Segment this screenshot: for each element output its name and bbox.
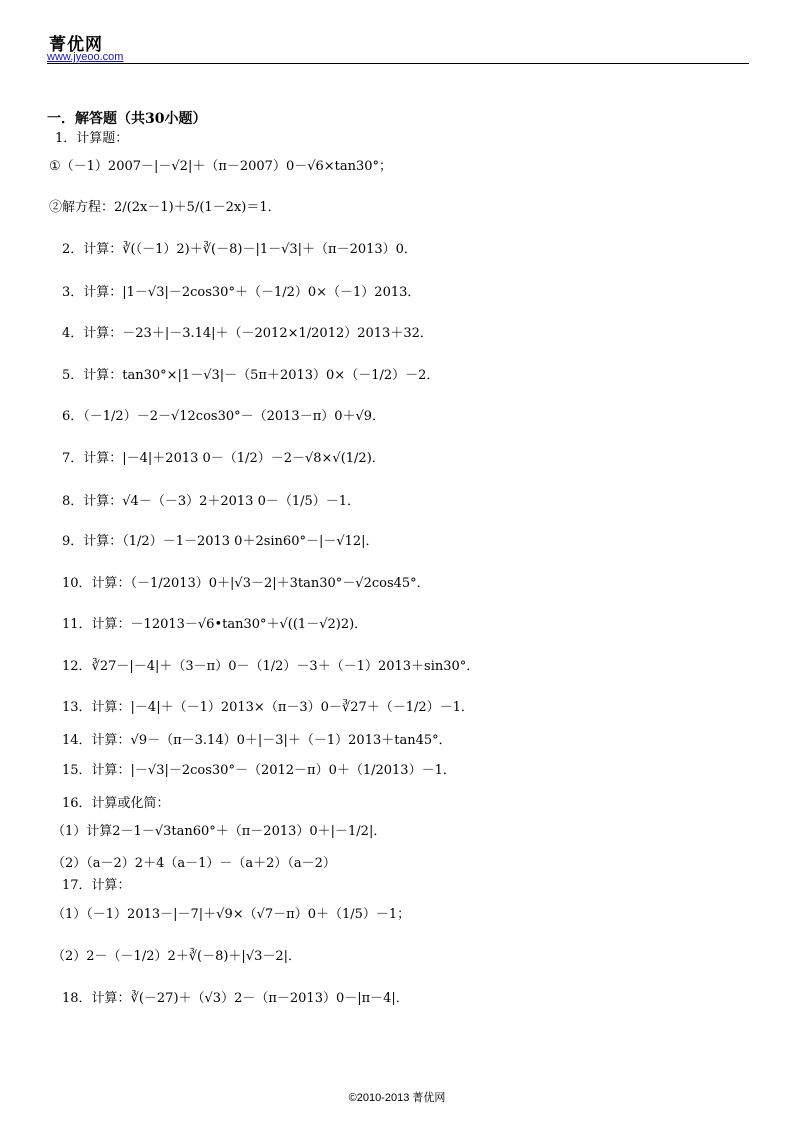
site-url-link[interactable]: www.jyeoo.com	[47, 51, 124, 63]
problem-10: 10．计算：（－1/2013）0＋|√3－2|＋3tan30°－√2cos45°．	[62, 576, 430, 591]
problem-16-part-1: （1）计算2－1－√3tan60°＋（π－2013）0＋|－1/2|．	[52, 824, 387, 839]
problem-16-label: 16．计算或化简：	[62, 796, 170, 811]
problem-13: 13．计算：|－4|＋（－1）2013×（π－3）0－∛27＋（－1/2）－1．	[62, 700, 474, 715]
problem-6: 6．（－1/2）－2－√12cos30°－（2013－π）0＋√9．	[62, 409, 386, 424]
problem-1-part-2: ②解方程：2/(2x－1)＋5/(1－2x)＝1．	[49, 200, 281, 215]
problem-16-part-2: （2）（a－2）2＋4（a－1）－（a＋2）（a－2）	[52, 856, 336, 871]
section-title: 一．解答题（共30小题）	[47, 111, 207, 127]
problem-15: 15．计算：|－√3|－2cos30°－（2012－π）0＋（1/2013）－1．	[62, 763, 456, 778]
problem-17-part-2: （2）2－（－1/2）2＋∛(－8)＋|√3－2|．	[52, 949, 302, 964]
page-footer: ©2010-2013 菁优网	[348, 1092, 446, 1104]
problem-14: 14．计算：√9－（π－3.14）0＋|－3|＋（－1）2013＋tan45°．	[62, 733, 452, 748]
site-logo-text: 菁优网	[49, 35, 103, 55]
problem-1-label: 1．计算题：	[55, 131, 129, 146]
problem-8: 8．计算：√4－（－3）2＋2013 0－（1/5）－1．	[62, 494, 361, 509]
problem-5: 5．计算：tan30°×|1－√3|－（5π＋2013）0×（－1/2）－2．	[62, 368, 440, 383]
problem-4: 4．计算：－23＋|－3.14|＋（－2012×1/2012）2013＋32．	[62, 326, 433, 341]
problem-17-part-1: （1）（－1）2013－|－7|＋√9×（√7－π）0＋（1/5）－1；	[52, 907, 411, 922]
problem-1-part-1: ①（－1）2007－|－√2|＋（π－2007）0－√6×tan30°；	[49, 159, 393, 174]
header-divider	[47, 63, 749, 64]
problem-7: 7．计算：|－4|＋2013 0－（1/2）－2－√8×√(1/2)．	[62, 451, 385, 466]
problem-18: 18．计算：∛(－27)＋（√3）2－（π－2013）0－|π－4|．	[62, 991, 409, 1006]
problem-2: 2．计算：∛(（－1）2)＋∛(－8)－|1－√3|＋（π－2013）0．	[62, 242, 417, 257]
problem-9: 9．计算：（1/2）－1－2013 0＋2sin60°－|－√12|．	[62, 534, 379, 549]
problem-3: 3．计算：|1－√3|－2cos30°＋（－1/2）0×（－1）2013．	[62, 285, 421, 300]
problem-11: 11．计算：－12013－√6•tan30°＋√((1－√2)2)．	[62, 617, 368, 632]
problem-17-label: 17．计算：	[62, 878, 131, 893]
problem-12: 12．∛27－|－4|＋（3－π）0－（1/2）－3＋（－1）2013＋sin30°．	[62, 659, 480, 674]
